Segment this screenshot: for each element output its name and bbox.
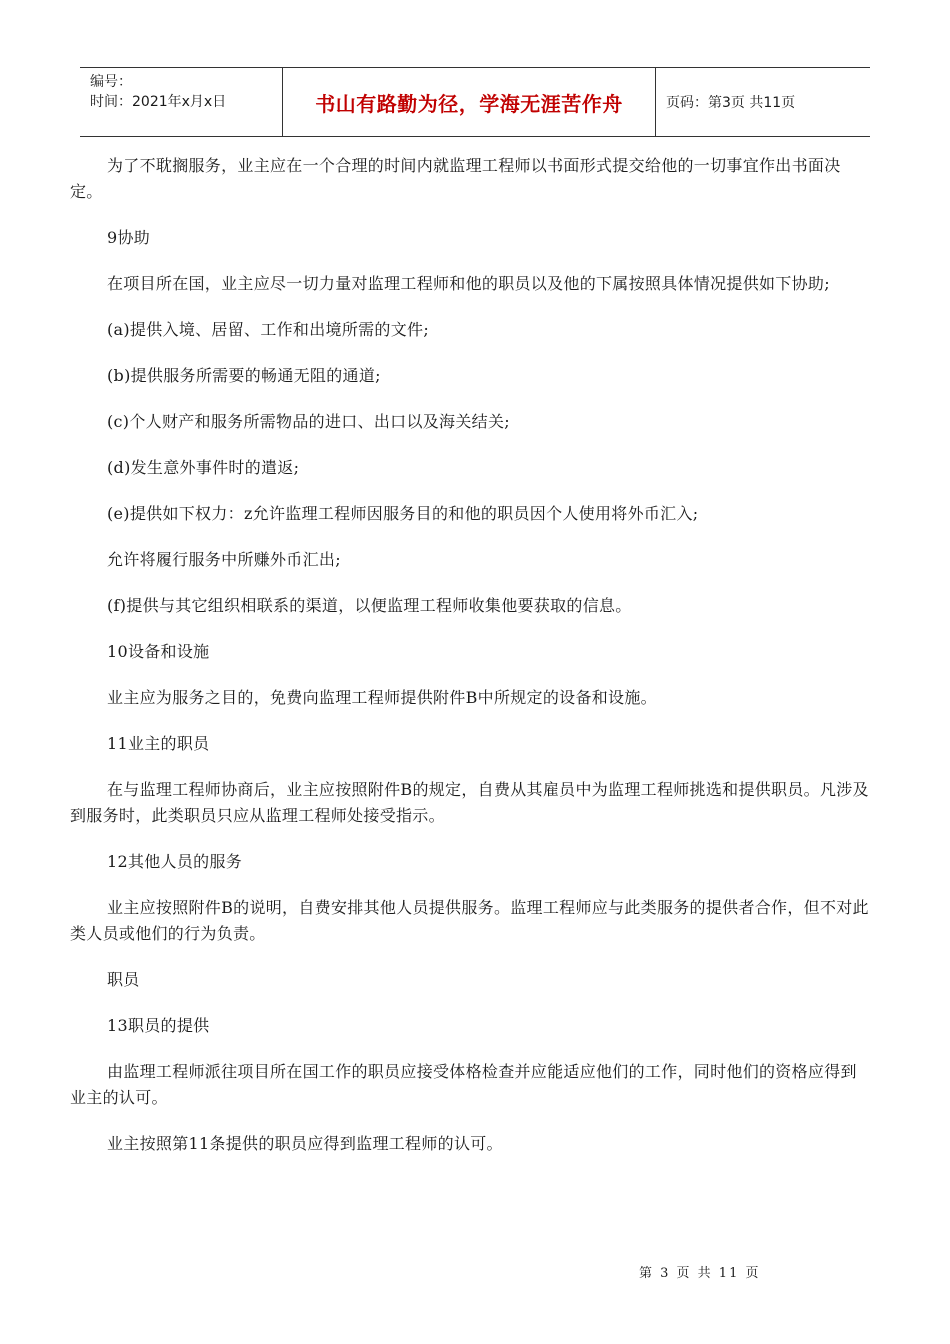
header-page-info: 页码：第3页 共11页 <box>666 95 796 111</box>
section-heading: 10设备和设施 <box>107 642 210 661</box>
header-meta <box>80 68 282 136</box>
paragraph: 业主应为服务之目的，免费向监理工程师提供附件B中所规定的设备和设施。 <box>107 688 657 707</box>
list-item: (e)提供如下权力：z允许监理工程师因服务目的和他的职员因个人使用将外币汇入; <box>107 504 699 523</box>
list-item: (f)提供与其它组织相联系的渠道，以便监理工程师收集他要获取的信息。 <box>107 596 632 615</box>
paragraph: 为了不耽搁服务，业主应在一个合理的时间内就监理工程师以书面形式提交给他的一切事宜作出书面决定。 <box>70 156 841 201</box>
section-heading: 11业主的职员 <box>107 734 210 753</box>
header-motto: 书山有路勤为径，学海无涯苦作舟 <box>282 68 656 136</box>
paragraph: 业主按照第11条提供的职员应得到监理工程师的认可。 <box>107 1134 503 1153</box>
document-number-label: 编号： <box>90 74 132 90</box>
document-date: 时间：2021年x月x日 <box>90 94 227 110</box>
list-item: 允许将履行服务中所赚外币汇出; <box>107 550 341 569</box>
section-heading: 9协助 <box>107 228 151 247</box>
document-body <box>70 153 870 1157</box>
list-item: (b)提供服务所需要的畅通无阻的通道; <box>107 366 381 385</box>
section-heading: 职员 <box>107 970 140 989</box>
section-heading: 12其他人员的服务 <box>107 852 243 871</box>
paragraph: 由监理工程师派往项目所在国工作的职员应接受体格检查并应能适应他们的工作，同时他们的资格应得到业主的认可。 <box>70 1062 857 1107</box>
section-heading: 13职员的提供 <box>107 1016 210 1035</box>
page-footer: 第 3 页 共 11 页 <box>639 1266 761 1281</box>
list-item: (c)个人财产和服务所需物品的进口、出口以及海关结关; <box>107 412 510 431</box>
page-header <box>80 67 870 137</box>
list-item: (d)发生意外事件时的遣返; <box>107 458 300 477</box>
paragraph: 在项目所在国，业主应尽一切力量对监理工程师和他的职员以及他的下属按照具体情况提供如下协助; <box>107 274 830 293</box>
paragraph: 业主应按照附件B的说明，自费安排其他人员提供服务。监理工程师应与此类服务的提供者合作，但不对此类人员或他们的行为负责。 <box>70 898 869 943</box>
paragraph: 在与监理工程师协商后，业主应按照附件B的规定，自费从其雇员中为监理工程师挑选和提供职员。凡涉及到服务时，此类职员只应从监理工程师处接受指示。 <box>70 780 869 825</box>
list-item: (a)提供入境、居留、工作和出境所需的文件; <box>107 320 430 339</box>
